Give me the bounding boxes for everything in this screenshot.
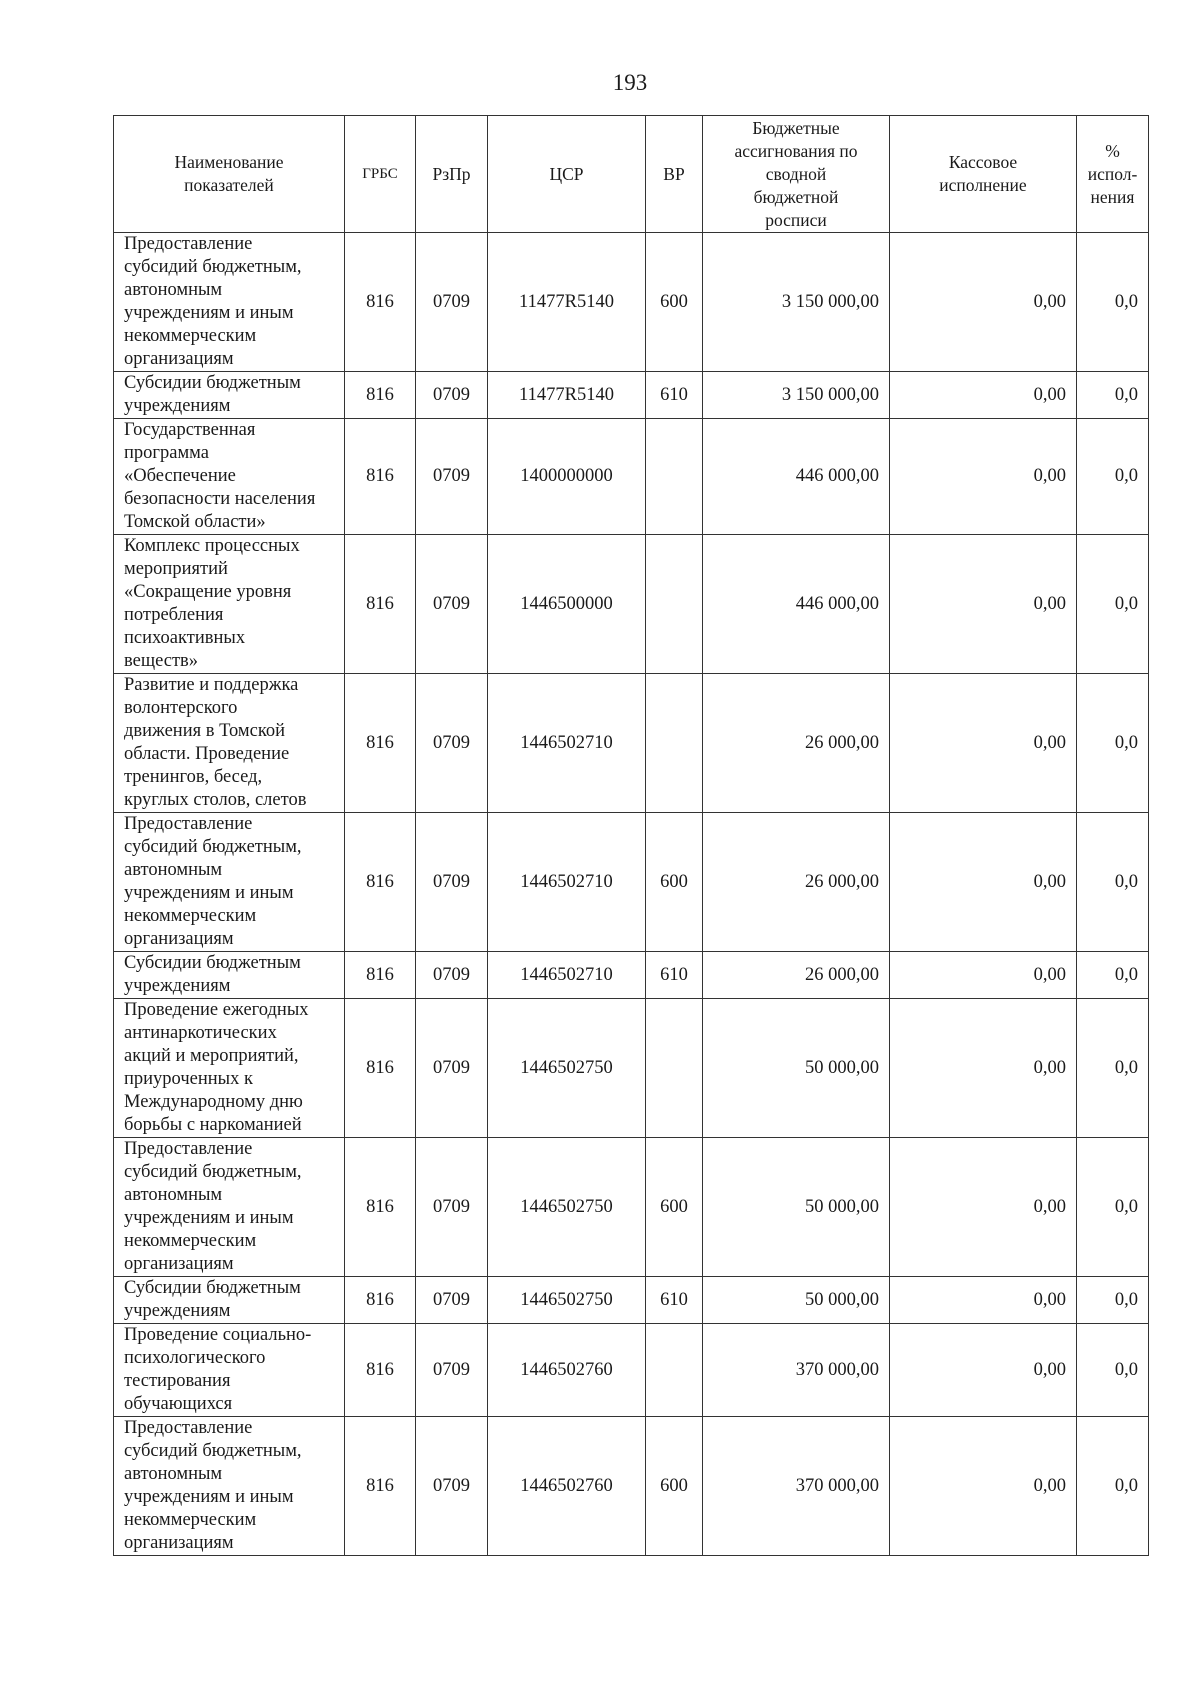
cell-execution: 0,00 bbox=[890, 952, 1077, 999]
table-body bbox=[114, 233, 1149, 1556]
cell-vr: 600 bbox=[646, 1138, 703, 1277]
cell-grbs: 816 bbox=[345, 419, 416, 535]
cell-execution: 0,00 bbox=[890, 1138, 1077, 1277]
cell-rzpr: 0709 bbox=[416, 1417, 488, 1556]
cell-csr: 1446502750 bbox=[488, 1277, 646, 1324]
cell-vr: 600 bbox=[646, 813, 703, 952]
cell-grbs: 816 bbox=[345, 1417, 416, 1556]
cell-name: Проведение социально- психологического тестирования обучающихся bbox=[114, 1324, 345, 1417]
cell-execution: 0,00 bbox=[890, 1417, 1077, 1556]
cell-assignments: 370 000,00 bbox=[703, 1324, 890, 1417]
header-assignments: Бюджетные ассигнования по сводной бюджетной росписи bbox=[703, 116, 890, 233]
cell-assignments: 26 000,00 bbox=[703, 952, 890, 999]
cell-csr: 1446500000 bbox=[488, 535, 646, 674]
cell-execution: 0,00 bbox=[890, 674, 1077, 813]
cell-grbs: 816 bbox=[345, 813, 416, 952]
cell-rzpr: 0709 bbox=[416, 674, 488, 813]
table-row bbox=[114, 372, 1149, 419]
cell-rzpr: 0709 bbox=[416, 233, 488, 372]
cell-grbs: 816 bbox=[345, 1324, 416, 1417]
cell-vr bbox=[646, 1324, 703, 1417]
header-grbs: ГРБС bbox=[345, 116, 416, 233]
cell-csr: 1446502710 bbox=[488, 674, 646, 813]
cell-name: Предоставление субсидий бюджетным, автономным учреждениям и иным некоммерческим организациям bbox=[114, 233, 345, 372]
cell-name: Развитие и поддержка волонтерского движения в Томской области. Проведение тренингов, бесед, круглых столов, слетов bbox=[114, 674, 345, 813]
cell-execution: 0,00 bbox=[890, 999, 1077, 1138]
cell-percent: 0,0 bbox=[1077, 1138, 1149, 1277]
cell-grbs: 816 bbox=[345, 952, 416, 999]
cell-percent: 0,0 bbox=[1077, 674, 1149, 813]
cell-percent: 0,0 bbox=[1077, 1277, 1149, 1324]
header-execution: Кассовое исполнение bbox=[890, 116, 1077, 233]
cell-execution: 0,00 bbox=[890, 233, 1077, 372]
table-row bbox=[114, 419, 1149, 535]
cell-percent: 0,0 bbox=[1077, 535, 1149, 674]
cell-vr bbox=[646, 674, 703, 813]
cell-rzpr: 0709 bbox=[416, 1324, 488, 1417]
cell-grbs: 816 bbox=[345, 535, 416, 674]
table-row bbox=[114, 1277, 1149, 1324]
cell-csr: 1446502750 bbox=[488, 999, 646, 1138]
header-name: Наименование показателей bbox=[114, 116, 345, 233]
cell-rzpr: 0709 bbox=[416, 1277, 488, 1324]
cell-rzpr: 0709 bbox=[416, 1138, 488, 1277]
header-vr: ВР bbox=[646, 116, 703, 233]
cell-grbs: 816 bbox=[345, 999, 416, 1138]
cell-grbs: 816 bbox=[345, 674, 416, 813]
table-row bbox=[114, 813, 1149, 952]
cell-name: Предоставление субсидий бюджетным, автономным учреждениям и иным некоммерческим организациям bbox=[114, 1417, 345, 1556]
cell-assignments: 50 000,00 bbox=[703, 1277, 890, 1324]
cell-execution: 0,00 bbox=[890, 372, 1077, 419]
cell-grbs: 816 bbox=[345, 372, 416, 419]
cell-vr: 600 bbox=[646, 1417, 703, 1556]
cell-name: Субсидии бюджетным учреждениям bbox=[114, 952, 345, 999]
cell-execution: 0,00 bbox=[890, 419, 1077, 535]
cell-name: Государственная программа «Обеспечение безопасности населения Томской области» bbox=[114, 419, 345, 535]
cell-name: Комплекс процессных мероприятий «Сокращение уровня потребления психоактивных веществ» bbox=[114, 535, 345, 674]
cell-vr bbox=[646, 999, 703, 1138]
cell-execution: 0,00 bbox=[890, 1324, 1077, 1417]
table-row bbox=[114, 952, 1149, 999]
header-rzpr: РзПр bbox=[416, 116, 488, 233]
cell-assignments: 50 000,00 bbox=[703, 999, 890, 1138]
cell-csr: 1446502760 bbox=[488, 1324, 646, 1417]
header-csr: ЦСР bbox=[488, 116, 646, 233]
cell-vr: 610 bbox=[646, 1277, 703, 1324]
table-row bbox=[114, 999, 1149, 1138]
cell-rzpr: 0709 bbox=[416, 372, 488, 419]
cell-percent: 0,0 bbox=[1077, 419, 1149, 535]
cell-grbs: 816 bbox=[345, 1138, 416, 1277]
header-row bbox=[114, 116, 1149, 233]
cell-vr bbox=[646, 419, 703, 535]
cell-percent: 0,0 bbox=[1077, 1417, 1149, 1556]
page-number: 193 bbox=[612, 70, 648, 95]
cell-execution: 0,00 bbox=[890, 813, 1077, 952]
cell-vr: 610 bbox=[646, 952, 703, 999]
budget-table bbox=[113, 115, 1149, 1556]
table-row bbox=[114, 535, 1149, 674]
cell-assignments: 370 000,00 bbox=[703, 1417, 890, 1556]
table-row bbox=[114, 1324, 1149, 1417]
table-row bbox=[114, 233, 1149, 372]
cell-vr: 610 bbox=[646, 372, 703, 419]
cell-grbs: 816 bbox=[345, 233, 416, 372]
cell-csr: 1446502750 bbox=[488, 1138, 646, 1277]
cell-assignments: 3 150 000,00 bbox=[703, 372, 890, 419]
cell-name: Проведение ежегодных антинаркотических акций и мероприятий, приуроченных к Международному дню борьбы с наркоманией bbox=[114, 999, 345, 1138]
header-percent: % испол- нения bbox=[1077, 116, 1149, 233]
cell-rzpr: 0709 bbox=[416, 535, 488, 674]
cell-rzpr: 0709 bbox=[416, 419, 488, 535]
cell-execution: 0,00 bbox=[890, 535, 1077, 674]
cell-vr: 600 bbox=[646, 233, 703, 372]
cell-csr: 11477R5140 bbox=[488, 372, 646, 419]
cell-csr: 1446502710 bbox=[488, 952, 646, 999]
cell-csr: 1446502710 bbox=[488, 813, 646, 952]
cell-assignments: 446 000,00 bbox=[703, 419, 890, 535]
cell-percent: 0,0 bbox=[1077, 1324, 1149, 1417]
cell-percent: 0,0 bbox=[1077, 233, 1149, 372]
cell-percent: 0,0 bbox=[1077, 999, 1149, 1138]
cell-assignments: 26 000,00 bbox=[703, 813, 890, 952]
cell-grbs: 816 bbox=[345, 1277, 416, 1324]
cell-vr bbox=[646, 535, 703, 674]
table-row bbox=[114, 1138, 1149, 1277]
table-row bbox=[114, 1417, 1149, 1556]
cell-percent: 0,0 bbox=[1077, 813, 1149, 952]
cell-csr: 1446502760 bbox=[488, 1417, 646, 1556]
cell-assignments: 50 000,00 bbox=[703, 1138, 890, 1277]
cell-rzpr: 0709 bbox=[416, 999, 488, 1138]
table-row bbox=[114, 674, 1149, 813]
cell-csr: 1400000000 bbox=[488, 419, 646, 535]
cell-name: Субсидии бюджетным учреждениям bbox=[114, 1277, 345, 1324]
cell-assignments: 446 000,00 bbox=[703, 535, 890, 674]
cell-rzpr: 0709 bbox=[416, 952, 488, 999]
cell-assignments: 26 000,00 bbox=[703, 674, 890, 813]
cell-execution: 0,00 bbox=[890, 1277, 1077, 1324]
cell-name: Предоставление субсидий бюджетным, автономным учреждениям и иным некоммерческим организациям bbox=[114, 1138, 345, 1277]
cell-assignments: 3 150 000,00 bbox=[703, 233, 890, 372]
cell-rzpr: 0709 bbox=[416, 813, 488, 952]
cell-name: Субсидии бюджетным учреждениям bbox=[114, 372, 345, 419]
cell-percent: 0,0 bbox=[1077, 372, 1149, 419]
cell-csr: 11477R5140 bbox=[488, 233, 646, 372]
cell-percent: 0,0 bbox=[1077, 952, 1149, 999]
cell-name: Предоставление субсидий бюджетным, автономным учреждениям и иным некоммерческим организациям bbox=[114, 813, 345, 952]
